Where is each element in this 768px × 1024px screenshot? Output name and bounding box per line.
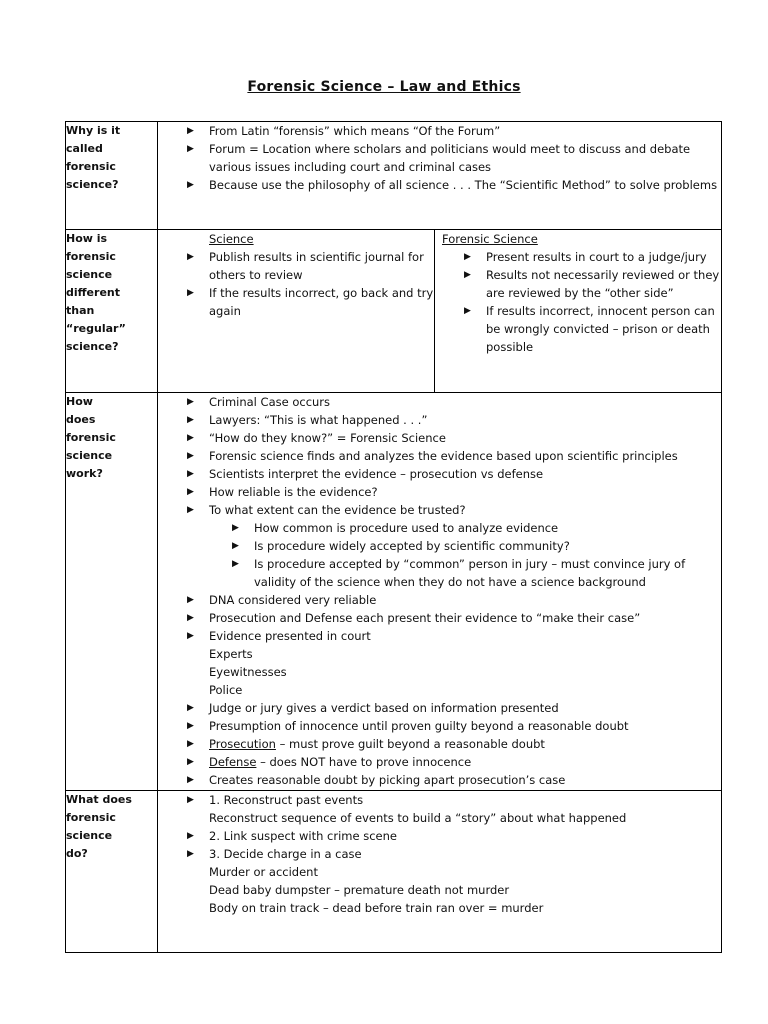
bullet-arrow-icon: ▶ — [187, 415, 194, 425]
forensic-science-heading: Forensic Science — [442, 232, 538, 246]
list-item: Body on train track – dead before train ran over = murder — [209, 901, 544, 915]
bullet-arrow-icon: ▶ — [187, 252, 194, 262]
question-text: How is forensic science different than “regular” science? — [66, 232, 126, 353]
prosecution-term: Prosecution — [209, 737, 276, 751]
question-cell — [66, 393, 158, 791]
bullet-arrow-icon: ▶ — [187, 126, 194, 136]
bullet-arrow-icon: ▶ — [464, 252, 471, 262]
answer-cell — [158, 230, 722, 393]
answer-cell — [158, 122, 722, 230]
question-cell — [66, 122, 158, 230]
question-text: Why is it called forensic science? — [66, 124, 121, 191]
list-item: ▶ Forum = Location where scholars and politicians would meet to discuss and debate various issues including court and criminal cases — [187, 142, 691, 174]
list-item: Dead baby dumpster – premature death not murder — [209, 883, 510, 897]
list-item: ▶ How reliable is the evidence? — [187, 485, 378, 499]
bullet-arrow-icon: ▶ — [187, 451, 194, 461]
table-row — [66, 791, 722, 953]
list-item: Police — [209, 683, 243, 697]
bullet-list — [435, 248, 721, 356]
bullet-list — [158, 827, 721, 863]
bullet-arrow-icon: ▶ — [187, 433, 194, 443]
bullet-arrow-icon: ▶ — [187, 397, 194, 407]
list-item: ▶ Creates reasonable doubt by picking apart prosecution’s case — [187, 773, 566, 787]
bullet-arrow-icon: ▶ — [187, 831, 194, 841]
defense-term: Defense — [209, 755, 257, 769]
bullet-arrow-icon: ▶ — [232, 541, 239, 551]
question-text: How does forensic science work? — [66, 395, 116, 480]
list-item: ▶ 1. Reconstruct past events — [187, 793, 364, 807]
list-item: ▶ From Latin “forensis” which means “Of the Forum” — [187, 124, 501, 138]
list-item: ▶ 2. Link suspect with crime scene — [187, 829, 397, 843]
list-item: ▶ 3. Decide charge in a case — [187, 847, 362, 861]
content-table — [65, 121, 722, 953]
forensic-science-column — [435, 230, 722, 392]
science-heading: Science — [209, 232, 254, 246]
science-column — [158, 230, 435, 392]
list-item: ▶ Present results in court to a judge/jury — [464, 250, 707, 264]
bullet-arrow-icon: ▶ — [464, 270, 471, 280]
list-item: ▶ Publish results in scientific journal for others to review — [187, 250, 424, 282]
list-item: ▶ Prosecution – must prove guilt beyond a reasonable doubt — [187, 737, 545, 751]
list-item: ▶ “How do they know?” = Forensic Science — [187, 431, 446, 445]
list-item: ▶ If results incorrect, innocent person can be wrongly convicted – prison or death possible — [464, 304, 715, 354]
list-item: ▶ Judge or jury gives a verdict based on information presented — [187, 701, 559, 715]
table-row — [66, 393, 722, 791]
question-cell — [66, 791, 158, 953]
bullet-list — [158, 393, 721, 645]
list-item: ▶ To what extent can the evidence be trusted? — [187, 503, 466, 517]
list-item: ▶ Prosecution and Defense each present their evidence to “make their case” — [187, 611, 641, 625]
list-item: ▶ Criminal Case occurs — [187, 395, 331, 409]
bullet-arrow-icon: ▶ — [187, 469, 194, 479]
list-item: Reconstruct sequence of events to build a “story” about what happened — [209, 811, 627, 825]
bullet-arrow-icon: ▶ — [187, 613, 194, 623]
table-row — [66, 122, 722, 230]
bullet-list — [158, 122, 721, 194]
list-item: Eyewitnesses — [209, 665, 287, 679]
list-item: ▶ Is procedure widely accepted by scientific community? — [232, 539, 570, 553]
list-item: ▶ How common is procedure used to analyze evidence — [232, 521, 559, 535]
list-item: ▶ Presumption of innocence until proven guilty beyond a reasonable doubt — [187, 719, 629, 733]
list-item: ▶ Scientists interpret the evidence – prosecution vs defense — [187, 467, 544, 481]
bullet-arrow-icon: ▶ — [187, 775, 194, 785]
list-item: ▶ Defense – does NOT have to prove innocence — [187, 755, 472, 769]
list-item: ▶ DNA considered very reliable — [187, 593, 377, 607]
list-item: ▶ Is procedure accepted by “common” person in jury – must convince jury of validity of the science when they do not have a science background — [232, 557, 686, 589]
list-item: ▶ Forensic science finds and analyzes the evidence based upon scientific principles — [187, 449, 678, 463]
document-title: Forensic Science – Law and Ethics — [247, 79, 521, 95]
list-item: ▶ Because use the philosophy of all science . . . The “Scientific Method” to solve problems — [187, 178, 718, 192]
bullet-arrow-icon: ▶ — [187, 595, 194, 605]
bullet-arrow-icon: ▶ — [187, 795, 194, 805]
question-cell — [66, 230, 158, 393]
bullet-arrow-icon: ▶ — [187, 703, 194, 713]
table-row — [66, 230, 722, 393]
bullet-arrow-icon: ▶ — [187, 180, 194, 190]
bullet-list — [158, 791, 721, 809]
bullet-arrow-icon: ▶ — [187, 505, 194, 515]
bullet-arrow-icon: ▶ — [232, 523, 239, 533]
bullet-arrow-icon: ▶ — [187, 631, 194, 641]
list-item: ▶ If the results incorrect, go back and try again — [187, 286, 434, 318]
bullet-arrow-icon: ▶ — [187, 721, 194, 731]
list-item: Murder or accident — [209, 865, 318, 879]
list-item: ▶ Results not necessarily reviewed or they are reviewed by the “other side” — [464, 268, 720, 300]
bullet-arrow-icon: ▶ — [187, 849, 194, 859]
list-item: Experts — [209, 647, 253, 661]
bullet-list — [158, 699, 721, 789]
question-text: What does forensic science do? — [66, 793, 132, 860]
bullet-arrow-icon: ▶ — [464, 306, 471, 316]
bullet-arrow-icon: ▶ — [187, 757, 194, 767]
bullet-arrow-icon: ▶ — [187, 288, 194, 298]
answer-cell — [158, 791, 722, 953]
bullet-arrow-icon: ▶ — [187, 739, 194, 749]
bullet-arrow-icon: ▶ — [187, 144, 194, 154]
bullet-arrow-icon: ▶ — [232, 559, 239, 569]
bullet-list — [158, 248, 434, 320]
bullet-arrow-icon: ▶ — [187, 487, 194, 497]
list-item: ▶ Evidence presented in court — [187, 629, 371, 643]
list-item: ▶ Lawyers: “This is what happened . . .” — [187, 413, 428, 427]
answer-cell — [158, 393, 722, 791]
